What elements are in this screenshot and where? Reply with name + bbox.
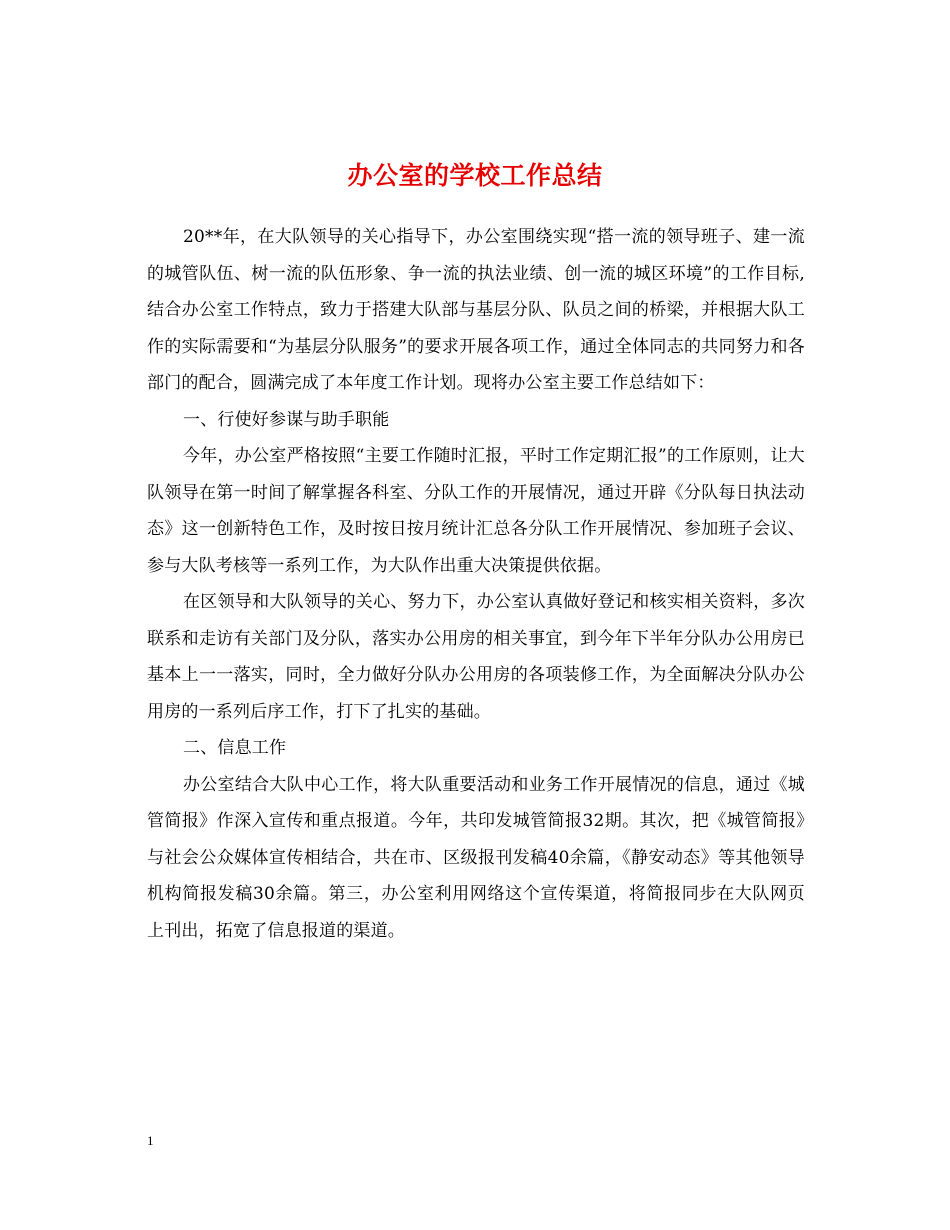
paragraph-intro: 20**年，在大队领导的关心指导下，办公室围绕实现“搭一流的领导班子、建一流的城管队伍、树一流的队伍形象、争一流的执法业绩、创一流的城区环境”的工作目标,结合办公室工作特点，致力于搭建大队部与基层分队、队员之间的桥梁，并根据大队工作的实际需要和“为基层分队服务”的要求开展各项工作，通过全体同志的共同努力和各部门的配合，圆满完成了本年度工作计划。现将办公室主要工作总结如下： — [147, 227, 805, 393]
page-number: 1 — [147, 1133, 154, 1148]
paragraph-information: 办公室结合大队中心工作，将大队重要活动和业务工作开展情况的信息，通过《城管简报》作深入宣传和重点报道。今年，共印发城管简报32期。其次，把《城管简报》与社会公众媒体宣传相结合，共在市、区级报刊发稿40余篇，《静安动态》等其他领导机构简报发稿30余篇。第三，办公室利用网络这个宣传渠道，将简报同步在大队网页上刊出，拓宽了信息报道的渠道。 — [147, 774, 805, 941]
page-title: 办公室的学校工作总结 — [347, 160, 603, 190]
section-heading-advisor-role: 一、行使好参谋与助手职能 — [183, 409, 390, 430]
document-body — [147, 219, 805, 949]
paragraph-office-space: 在区领导和大队领导的关心、努力下，办公室认真做好登记和核实相关资料，多次联系和走访有关部门及分队，落实办公用房的相关事宜，到今年下半年分队办公用房已基本上一一落实，同时，全力做好分队办公用房的各项装修工作，为全面解决分队办公用房的一系列后序工作，打下了扎实的基础。 — [147, 592, 805, 722]
paragraph-reporting: 今年，办公室严格按照“主要工作随时汇报，平时工作定期汇报”的工作原则，让大队领导在第一时间了解掌握各科室、分队工作的开展情况，通过开辟《分队每日执法动态》这一创新特色工作，及时按日按月统计汇总各分队工作开展情况、参加班子会议、参与大队考核等一系列工作，为大队作出重大决策提供依据。 — [147, 446, 805, 576]
section-heading-information-work: 二、信息工作 — [183, 738, 287, 758]
